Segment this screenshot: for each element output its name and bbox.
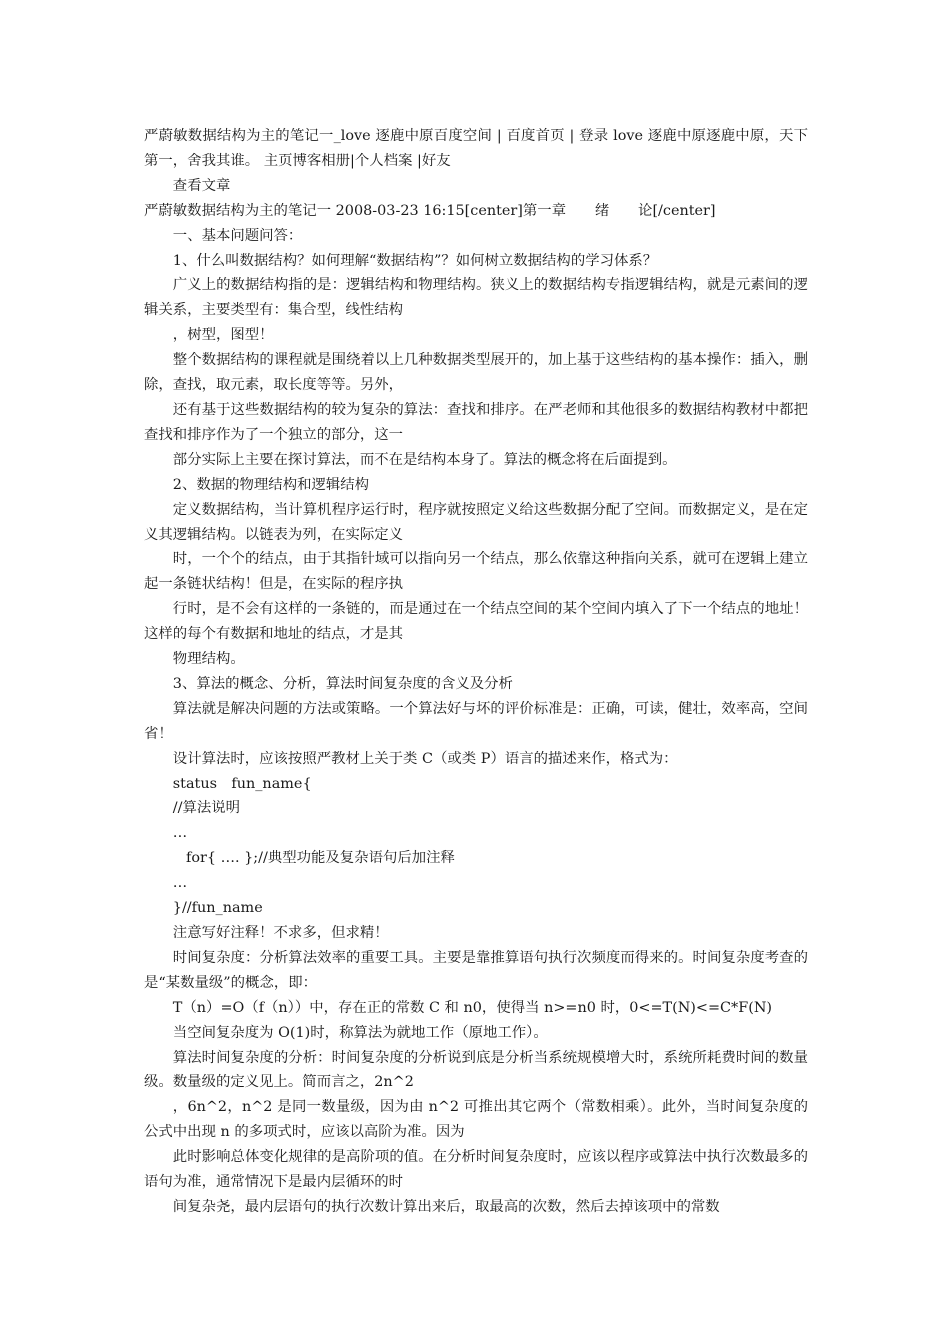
paragraph: 注意写好注释！不求多，但求精！: [172, 925, 389, 941]
article-title-line: 严蔚敏数据结构为主的笔记一 2008-03-23 16:15[center]第一章 绪 论[/center]: [144, 202, 716, 219]
paragraph: 定义数据结构，当计算机程序运行时，程序就按照定义给这些数据分配了空间。而数据定义，是在定义其逻辑结构。以链表为列，在实际定义: [144, 501, 808, 543]
paragraph: 当空间复杂度为 O(1)时，称算法为就地工作（原地工作）。: [172, 1024, 548, 1041]
code-line: }//fun_name: [172, 900, 263, 917]
question-1: 1、什么叫数据结构？如何理解“数据结构”？如何树立数据结构的学习体系？: [172, 252, 658, 269]
code-line: for{ …. };//典型功能及复杂语句后加注释: [186, 850, 455, 867]
paragraph: 还有基于这些数据结构的较为复杂的算法：查找和排序。在严老师和其他很多的数据结构教材中都把查找和排序作为了一个独立的部分，这一: [144, 401, 808, 443]
code-line: …: [172, 825, 188, 842]
view-article-label: 查看文章: [172, 177, 231, 194]
formula-line: T（n）=O（f（n））中，存在正的常数 C 和 n0，使得当 n>=n0 时，0<=T(N)<=C*F(N): [172, 999, 773, 1016]
paragraph: 时间复杂度：分析算法效率的重要工具。主要是靠推算语句执行次频度而得来的。时间复杂度考查的是“某数量级”的概念，即：: [144, 949, 808, 991]
page-header-line: 严蔚敏数据结构为主的笔记一_love 逐鹿中原百度空间 | 百度首页 | 登录 love 逐鹿中原逐鹿中原，天下第一，舍我其谁。 主页博客相册|个人档案 |好友: [144, 128, 808, 169]
paragraph: 算法就是解决问题的方法或策略。一个算法好与坏的评价标准是：正确，可读，健壮，效率高，空间省！: [144, 700, 808, 742]
paragraph: ，6n^2，n^2 是同一数量级，因为由 n^2 可推出其它两个（常数相乘）。此外，当时间复杂度的公式中出现 n 的多项式时，应该以高阶为准。因为: [144, 1099, 808, 1141]
question-2: 2、数据的物理结构和逻辑结构: [172, 476, 370, 493]
paragraph: 时，一个个的结点，由于其指针域可以指向另一个结点，那么依靠这种指向关系，就可在逻辑上建立起一条链状结构！但是，在实际的程序执: [144, 551, 808, 593]
paragraph: 间复杂尧，最内层语句的执行次数计算出来后，取最高的次数，然后去掉该项中的常数: [172, 1198, 720, 1215]
code-line: status fun_name{: [172, 775, 312, 792]
code-line: …: [172, 875, 188, 892]
section-heading: 一、基本问题问答：: [172, 227, 303, 244]
paragraph: 广义上的数据结构指的是：逻辑结构和物理结构。狭义上的数据结构专指逻辑结构，就是元素间的逻辑关系，主要类型有：集合型，线性结构: [144, 277, 808, 319]
question-3: 3、算法的概念、分析，算法时间复杂度的含义及分析: [172, 675, 513, 692]
code-line: //算法说明: [172, 800, 241, 817]
paragraph: 算法时间复杂度的分析：时间复杂度的分析说到底是分析当系统规模增大时，系统所耗费时间的数量级。数量级的定义见上。简而言之，2n^2: [144, 1049, 808, 1091]
paragraph: 物理结构。: [172, 651, 245, 668]
paragraph: ，树型，图型！: [172, 327, 274, 344]
paragraph: 部分实际上主要在探讨算法，而不在是结构本身了。算法的概念将在后面提到。: [172, 451, 677, 468]
paragraph: 整个数据结构的课程就是围绕着以上几种数据类型展开的，加上基于这些结构的基本操作：插入，删除，查找，取元素，取长度等等。另外，: [144, 352, 808, 394]
paragraph: 设计算法时，应该按照严教材上关于类 C（或类 P）语言的描述来作，格式为：: [172, 750, 678, 767]
paragraph: 行时，是不会有这样的一条链的，而是通过在一个结点空间的某个空间内填入了下一个结点的地址！这样的每个有数据和地址的结点，才是其: [144, 601, 808, 643]
paragraph: 此时影响总体变化规律的是高阶项的值。在分析时间复杂度时，应该以程序或算法中执行次数最多的语句为准，通常情况下是最内层循环的时: [144, 1149, 808, 1191]
document-page: [144, 124, 808, 1220]
